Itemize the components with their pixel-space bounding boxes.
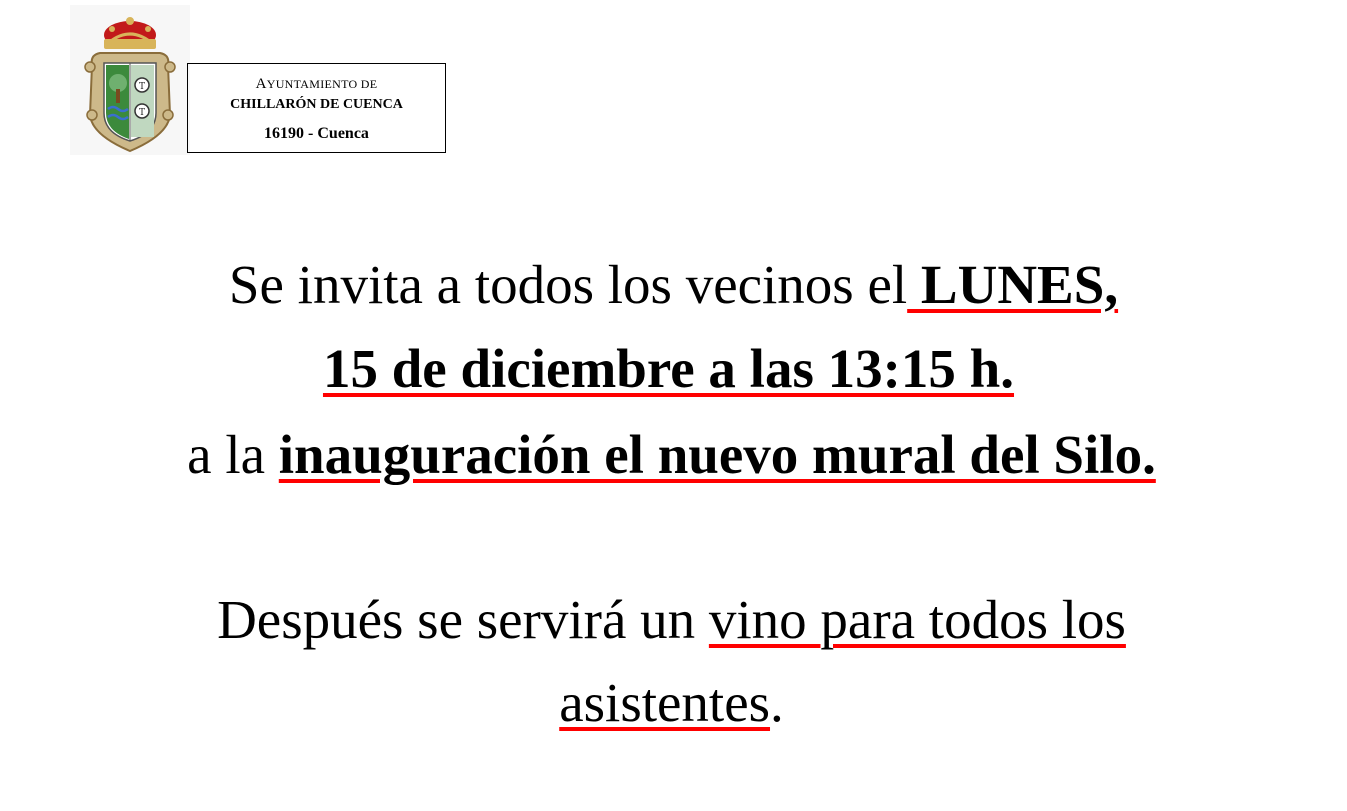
town-hall-address-box <box>187 63 446 153</box>
invitation-line-1 <box>0 254 1347 316</box>
address-line-3: 16190 - Cuenca <box>264 125 369 142</box>
invitation-line-3 <box>0 424 1345 486</box>
invitation-line-1-text: Se invita a todos los vecinos el <box>228 254 908 315</box>
address-line-1 <box>188 76 445 93</box>
coat-of-arms-icon <box>70 5 190 155</box>
municipal-crest <box>70 5 190 155</box>
svg-text:T: T <box>138 108 146 118</box>
closing-line-2 <box>0 672 1345 734</box>
invitation-day: LUNES, <box>907 254 1119 315</box>
svg-text:T: T <box>138 82 146 92</box>
closing-period: . <box>770 672 784 733</box>
closing-attendees: asistentes <box>559 672 771 733</box>
closing-wine-offer: vino para todos los <box>708 589 1126 650</box>
address-line-1-rest: YUNTAMIENTO DE <box>266 77 378 91</box>
invitation-event: inauguración el nuevo mural del Silo. <box>278 424 1156 485</box>
closing-line-1 <box>0 589 1345 651</box>
address-line-2: CHILLARÓN DE CUENCA <box>230 97 403 112</box>
invitation-line-2 <box>0 338 1342 400</box>
closing-line-1-text: Después se servirá un <box>217 589 709 650</box>
invitation-line-3-text: a la <box>187 424 279 485</box>
address-line-1-initial: A <box>255 76 267 92</box>
invitation-date-time: 15 de diciembre a las 13:15 h. <box>322 338 1015 399</box>
